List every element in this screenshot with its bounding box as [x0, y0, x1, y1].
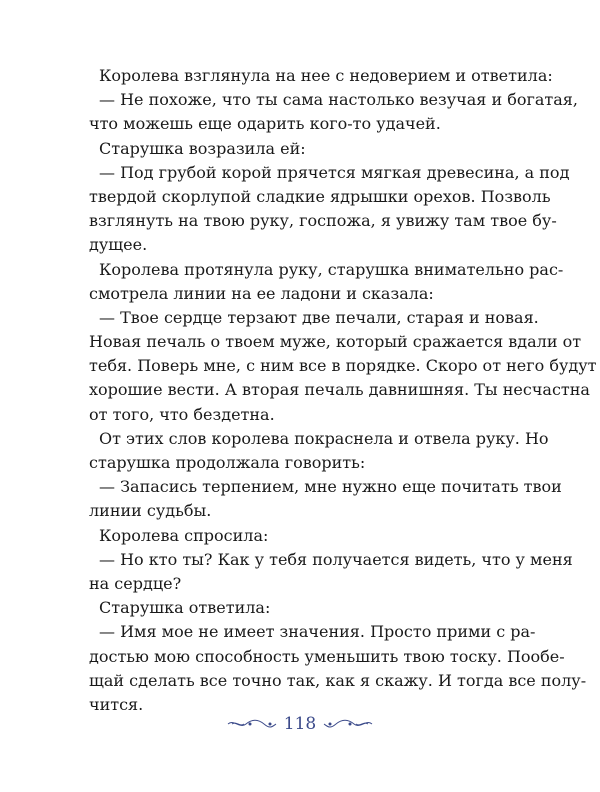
text-line: — Не похоже, что ты сама настолько везучая и богатая,	[99, 90, 578, 110]
text-line: взглянуть на твою руку, госпожа, я увижу там твое бу-	[89, 211, 557, 231]
text-line: Королева спросила:	[99, 525, 269, 545]
text-line: — Но кто ты? Как у тебя получается видеть, что у меня	[99, 549, 573, 569]
right-ornament-icon	[322, 717, 374, 731]
page-footer	[0, 712, 600, 736]
text-line: — Имя мое не имеет значения. Просто прими с ра-	[99, 622, 536, 642]
text-line: От этих слов королева покраснела и отвела руку. Но	[99, 428, 549, 448]
text-line: Старушка ответила:	[99, 598, 271, 618]
text-line: Новая печаль о твоем муже, который сражается вдали от	[89, 332, 582, 352]
left-ornament-icon	[226, 717, 278, 731]
text-line: хорошие вести. А вторая печаль давнишняя. Ты несчастна	[89, 380, 590, 400]
text-line: — Запасись терпением, мне нужно еще почитать твои	[99, 477, 562, 497]
text-line: старушка продолжала говорить:	[89, 453, 366, 472]
text-line: Королева взглянула на нее с недоверием и ответила:	[99, 66, 553, 85]
body-text	[89, 64, 597, 717]
text-line: чится.	[89, 694, 144, 714]
text-line: линии судьбы.	[89, 501, 212, 521]
text-line: на сердце?	[89, 573, 182, 593]
text-line: смотрела линии на ее ладони и сказала:	[89, 283, 434, 303]
text-line: — Под грубой корой прячется мягкая древесина, а под	[99, 162, 570, 182]
page-number: 118	[283, 714, 317, 734]
text-line: достью мою способность уменьшить твою тоску. Пообе-	[89, 646, 565, 666]
text-line: — Твое сердце терзают две печали, старая и новая.	[99, 307, 539, 327]
text-line: от того, что бездетна.	[89, 404, 275, 424]
text-line: щай сделать все точно так, как я скажу. И тогда все полу-	[89, 670, 587, 690]
text-line: тебя. Поверь мне, с ним все в порядке. Скоро от него будут	[89, 356, 597, 376]
text-line: Королева протянула руку, старушка внимательно рас-	[99, 259, 564, 279]
text-line: что можешь еще одарить кого-то удачей.	[89, 114, 441, 134]
text-line: твердой скорлупой сладкие ядрышки орехов. Позволь	[89, 186, 551, 206]
text-line: Старушка возразила ей:	[99, 138, 306, 158]
text-line: дущее.	[89, 235, 148, 255]
